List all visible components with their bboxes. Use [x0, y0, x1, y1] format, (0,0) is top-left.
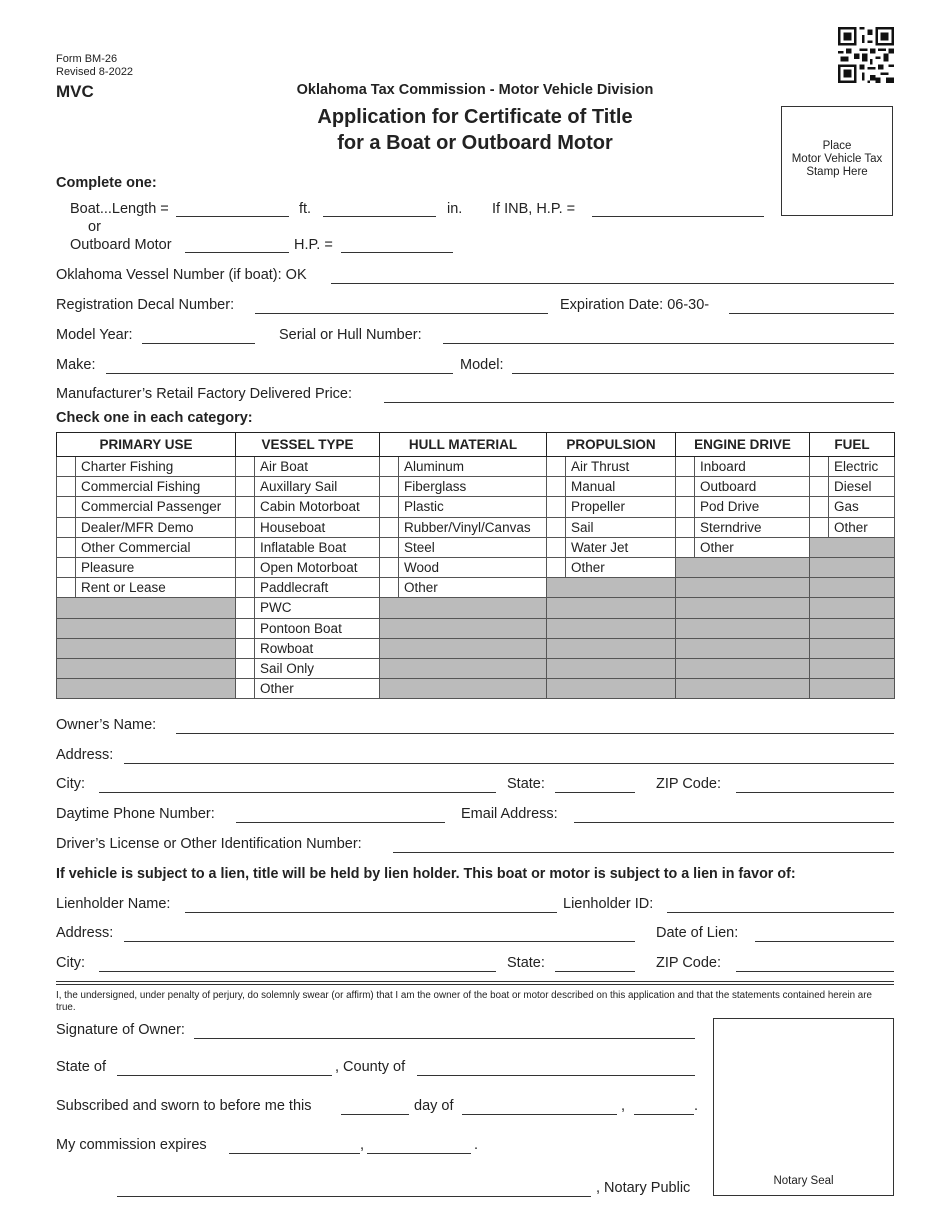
commission-date-field[interactable]	[229, 1153, 360, 1154]
decal-label: Registration Decal Number:	[56, 297, 235, 313]
option-label-propulsion: Air Thrust	[566, 457, 676, 477]
checkbox-vessel-type[interactable]	[236, 497, 255, 517]
shaded-cell	[57, 679, 236, 699]
checkbox-fuel[interactable]	[810, 497, 829, 517]
shaded-cell	[380, 598, 547, 618]
lienholder-name-field[interactable]	[185, 912, 557, 913]
shaded-cell	[810, 557, 895, 577]
in-label: in.	[447, 201, 463, 217]
lien-date-field[interactable]	[755, 941, 894, 942]
option-label-primary-use: Commercial Passenger	[76, 497, 236, 517]
sworn-year-field[interactable]	[634, 1114, 694, 1115]
owner-zip-field[interactable]	[736, 792, 894, 793]
option-label-engine-drive: Outboard	[695, 477, 810, 497]
complete-one-heading: Complete one:	[56, 175, 157, 191]
oath-statement: I, the undersigned, under penalty of perjury, do solemnly swear (or affirm) that I am the owner of the boat or motor described on this application and that the statements contained herein are true.	[56, 990, 872, 1013]
notary-seal-box	[713, 1018, 894, 1196]
vessel-number-label: Oklahoma Vessel Number (if boat): OK	[56, 267, 307, 283]
checkbox-hull-material[interactable]	[380, 497, 399, 517]
model-field[interactable]	[512, 373, 894, 374]
checkbox-propulsion[interactable]	[547, 477, 566, 497]
category-header-row	[57, 433, 895, 457]
lienholder-id-label: Lienholder ID:	[563, 896, 654, 912]
header-fuel: FUEL	[810, 433, 895, 457]
owner-zip-label: ZIP Code:	[656, 776, 722, 792]
page-subtitle: for a Boat or Outboard Motor	[337, 132, 613, 154]
email-field[interactable]	[574, 822, 894, 823]
shaded-cell	[810, 537, 895, 557]
checkbox-vessel-type[interactable]	[236, 638, 255, 658]
signature-field[interactable]	[194, 1038, 695, 1039]
checkbox-vessel-type[interactable]	[236, 658, 255, 678]
shaded-cell	[380, 658, 547, 678]
option-label-propulsion: Manual	[566, 477, 676, 497]
revised-date: Revised 8-2022	[56, 66, 134, 78]
shaded-cell	[547, 618, 676, 638]
model-year-field[interactable]	[142, 343, 255, 344]
header-primary-use: PRIMARY USE	[57, 433, 236, 457]
shaded-cell	[380, 618, 547, 638]
checkbox-hull-material[interactable]	[380, 517, 399, 537]
option-label-engine-drive: Other	[695, 537, 810, 557]
owner-city-label: City:	[56, 776, 85, 792]
table-row	[57, 537, 895, 557]
checkbox-fuel[interactable]	[810, 457, 829, 477]
table-row	[57, 638, 895, 658]
option-label-primary-use: Pleasure	[76, 557, 236, 577]
option-label-vessel-type: Open Motorboat	[255, 557, 380, 577]
divider-bottom	[56, 984, 894, 985]
owner-name-label: Owner’s Name:	[56, 717, 157, 733]
shaded-cell	[547, 578, 676, 598]
shaded-cell	[547, 638, 676, 658]
option-label-primary-use: Charter Fishing	[76, 457, 236, 477]
shaded-cell	[57, 658, 236, 678]
table-row	[57, 477, 895, 497]
table-row	[57, 658, 895, 678]
stamp-text-2: Motor Vehicle Tax	[791, 153, 883, 165]
outboard-motor-label: Outboard Motor	[70, 237, 172, 253]
table-row	[57, 557, 895, 577]
outboard-motor-field[interactable]	[185, 252, 289, 253]
make-label: Make:	[56, 357, 96, 373]
header-engine-drive: ENGINE DRIVE	[676, 433, 810, 457]
serial-label: Serial or Hull Number:	[279, 327, 422, 343]
option-label-fuel: Other	[829, 517, 895, 537]
option-label-engine-drive: Pod Drive	[695, 497, 810, 517]
expiration-label: Expiration Date: 06-30-	[560, 297, 710, 313]
table-row	[57, 517, 895, 537]
table-row	[57, 679, 895, 699]
checkbox-fuel[interactable]	[810, 477, 829, 497]
option-label-propulsion: Sail	[566, 517, 676, 537]
option-label-vessel-type: Sail Only	[255, 658, 380, 678]
notary-seal-label: Notary Seal	[773, 1175, 834, 1187]
option-label-vessel-type: Rowboat	[255, 638, 380, 658]
boat-length-ft-field[interactable]	[176, 216, 289, 217]
checkbox-primary-use[interactable]	[57, 578, 76, 598]
mvc-label: MVC	[56, 82, 94, 101]
checkbox-engine-drive[interactable]	[676, 477, 695, 497]
lien-address-field[interactable]	[124, 941, 635, 942]
checkbox-hull-material[interactable]	[380, 457, 399, 477]
stamp-text-3: Stamp Here	[806, 166, 868, 178]
lien-state-field[interactable]	[555, 971, 635, 972]
header-vessel-type: VESSEL TYPE	[236, 433, 380, 457]
check-one-heading: Check one in each category:	[56, 410, 253, 426]
tax-stamp-box	[781, 106, 893, 216]
shaded-cell	[676, 598, 810, 618]
owner-state-field[interactable]	[555, 792, 635, 793]
checkbox-engine-drive[interactable]	[676, 517, 695, 537]
owner-address-field[interactable]	[124, 763, 894, 764]
checkbox-vessel-type[interactable]	[236, 679, 255, 699]
lien-date-label: Date of Lien:	[656, 925, 739, 941]
option-label-propulsion: Other	[566, 557, 676, 577]
checkbox-propulsion[interactable]	[547, 537, 566, 557]
checkbox-primary-use[interactable]	[57, 477, 76, 497]
shaded-cell	[810, 598, 895, 618]
shaded-cell	[676, 557, 810, 577]
ft-label: ft.	[299, 201, 312, 217]
checkbox-fuel[interactable]	[810, 517, 829, 537]
option-label-propulsion: Propeller	[566, 497, 676, 517]
option-label-propulsion: Water Jet	[566, 537, 676, 557]
checkbox-vessel-type[interactable]	[236, 598, 255, 618]
shaded-cell	[810, 618, 895, 638]
outboard-hp-field[interactable]	[341, 252, 453, 253]
commission-label: My commission expires	[56, 1137, 207, 1153]
checkbox-hull-material[interactable]	[380, 477, 399, 497]
county-of-field[interactable]	[417, 1075, 695, 1076]
header-hull-material: HULL MATERIAL	[380, 433, 547, 457]
shaded-cell	[547, 598, 676, 618]
checkbox-primary-use[interactable]	[57, 537, 76, 557]
option-label-hull-material: Rubber/Vinyl/Canvas	[399, 517, 547, 537]
inb-hp-field[interactable]	[592, 216, 764, 217]
checkbox-hull-material[interactable]	[380, 557, 399, 577]
lien-city-field[interactable]	[99, 971, 496, 972]
model-year-label: Model Year:	[56, 327, 133, 343]
lien-zip-label: ZIP Code:	[656, 955, 722, 971]
qr-code-icon	[838, 27, 894, 83]
boat-length-label: Boat...Length =	[70, 201, 169, 217]
checkbox-engine-drive[interactable]	[676, 457, 695, 477]
shaded-cell	[810, 578, 895, 598]
county-of-label: , County of	[335, 1059, 406, 1075]
checkbox-propulsion[interactable]	[547, 517, 566, 537]
option-label-fuel: Diesel	[829, 477, 895, 497]
shaded-cell	[810, 658, 895, 678]
option-label-hull-material: Other	[399, 578, 547, 598]
option-label-hull-material: Steel	[399, 537, 547, 557]
checkbox-vessel-type[interactable]	[236, 537, 255, 557]
shaded-cell	[676, 658, 810, 678]
shaded-cell	[380, 679, 547, 699]
lien-zip-field[interactable]	[736, 971, 894, 972]
lien-city-label: City:	[56, 955, 85, 971]
checkbox-vessel-type[interactable]	[236, 578, 255, 598]
shaded-cell	[676, 679, 810, 699]
sworn-day-field[interactable]	[341, 1114, 409, 1115]
owner-address-label: Address:	[56, 747, 114, 763]
option-label-engine-drive: Inboard	[695, 457, 810, 477]
option-label-hull-material: Fiberglass	[399, 477, 547, 497]
checkbox-vessel-type[interactable]	[236, 517, 255, 537]
option-label-fuel: Gas	[829, 497, 895, 517]
lien-address-label: Address:	[56, 925, 114, 941]
checkbox-propulsion[interactable]	[547, 497, 566, 517]
shaded-cell	[810, 638, 895, 658]
option-label-vessel-type: PWC	[255, 598, 380, 618]
license-field[interactable]	[393, 852, 894, 853]
boat-length-in-field[interactable]	[323, 216, 436, 217]
shaded-cell	[676, 638, 810, 658]
checkbox-vessel-type[interactable]	[236, 618, 255, 638]
shaded-cell	[676, 578, 810, 598]
owner-name-field[interactable]	[176, 733, 894, 734]
divider-top	[56, 981, 894, 982]
checkbox-hull-material[interactable]	[380, 578, 399, 598]
inb-hp-label: If INB, H.P. =	[492, 201, 576, 217]
checkbox-engine-drive[interactable]	[676, 497, 695, 517]
state-of-label: State of	[56, 1059, 106, 1075]
option-label-primary-use: Other Commercial	[76, 537, 236, 557]
decal-field[interactable]	[255, 313, 548, 314]
sworn-period: .	[694, 1098, 699, 1114]
page-title: Application for Certificate of Title	[317, 106, 633, 128]
table-row	[57, 497, 895, 517]
table-row	[57, 598, 895, 618]
option-label-fuel: Electric	[829, 457, 895, 477]
agency-name: Oklahoma Tax Commission - Motor Vehicle Division	[296, 82, 654, 98]
checkbox-primary-use[interactable]	[57, 517, 76, 537]
category-table	[56, 432, 895, 699]
checkbox-vessel-type[interactable]	[236, 457, 255, 477]
checkbox-propulsion[interactable]	[547, 557, 566, 577]
owner-state-label: State:	[507, 776, 545, 792]
option-label-hull-material: Wood	[399, 557, 547, 577]
model-label: Model:	[460, 357, 504, 373]
table-row	[57, 578, 895, 598]
shaded-cell	[380, 638, 547, 658]
serial-field[interactable]	[443, 343, 894, 344]
state-of-field[interactable]	[117, 1075, 332, 1076]
option-label-vessel-type: Inflatable Boat	[255, 537, 380, 557]
lienholder-id-field[interactable]	[667, 912, 894, 913]
shaded-cell	[57, 618, 236, 638]
sworn-comma: ,	[621, 1098, 626, 1114]
shaded-cell	[547, 679, 676, 699]
option-label-vessel-type: Houseboat	[255, 517, 380, 537]
header-propulsion: PROPULSION	[547, 433, 676, 457]
shaded-cell	[57, 598, 236, 618]
option-label-primary-use: Dealer/MFR Demo	[76, 517, 236, 537]
phone-label: Daytime Phone Number:	[56, 806, 215, 822]
checkbox-vessel-type[interactable]	[236, 477, 255, 497]
shaded-cell	[547, 658, 676, 678]
checkbox-hull-material[interactable]	[380, 537, 399, 557]
option-label-hull-material: Plastic	[399, 497, 547, 517]
checkbox-primary-use[interactable]	[57, 557, 76, 577]
table-row	[57, 618, 895, 638]
checkbox-vessel-type[interactable]	[236, 557, 255, 577]
commission-year-field[interactable]	[367, 1153, 471, 1154]
checkbox-propulsion[interactable]	[547, 457, 566, 477]
lien-state-label: State:	[507, 955, 545, 971]
or-label: or	[88, 219, 101, 235]
checkbox-engine-drive[interactable]	[676, 537, 695, 557]
license-label: Driver’s License or Other Identification Number:	[56, 836, 362, 852]
checkbox-primary-use[interactable]	[57, 457, 76, 477]
day-of-label: day of	[414, 1098, 454, 1114]
checkbox-primary-use[interactable]	[57, 497, 76, 517]
option-label-engine-drive: Sterndrive	[695, 517, 810, 537]
vessel-number-field[interactable]	[331, 283, 894, 284]
hp-label: H.P. =	[294, 237, 333, 253]
shaded-cell	[57, 638, 236, 658]
commission-period: .	[474, 1137, 479, 1153]
table-row	[57, 457, 895, 477]
price-label: Manufacturer’s Retail Factory Delivered Price:	[56, 386, 353, 402]
option-label-hull-material: Aluminum	[399, 457, 547, 477]
owner-city-field[interactable]	[99, 792, 496, 793]
notary-public-label: , Notary Public	[596, 1180, 691, 1196]
option-label-vessel-type: Pontoon Boat	[255, 618, 380, 638]
notary-signature-field[interactable]	[117, 1196, 591, 1197]
shaded-cell	[810, 679, 895, 699]
lienholder-name-label: Lienholder Name:	[56, 896, 171, 912]
expiration-field[interactable]	[729, 313, 894, 314]
sworn-month-field[interactable]	[462, 1114, 617, 1115]
signature-label: Signature of Owner:	[56, 1022, 185, 1038]
form-number: Form BM-26	[56, 53, 118, 65]
email-label: Email Address:	[461, 806, 558, 822]
option-label-primary-use: Commercial Fishing	[76, 477, 236, 497]
option-label-vessel-type: Paddlecraft	[255, 578, 380, 598]
option-label-vessel-type: Auxillary Sail	[255, 477, 380, 497]
option-label-primary-use: Rent or Lease	[76, 578, 236, 598]
price-field[interactable]	[384, 402, 894, 403]
option-label-vessel-type: Air Boat	[255, 457, 380, 477]
option-label-vessel-type: Cabin Motorboat	[255, 497, 380, 517]
option-label-vessel-type: Other	[255, 679, 380, 699]
phone-field[interactable]	[236, 822, 445, 823]
lien-notice: If vehicle is subject to a lien, title will be held by lien holder. This boat or motor is subject to a lien in favor of:	[56, 866, 796, 882]
subscribed-label: Subscribed and sworn to before me this	[56, 1098, 312, 1114]
stamp-text-1: Place	[822, 140, 852, 152]
commission-comma: ,	[360, 1137, 365, 1153]
make-field[interactable]	[106, 373, 453, 374]
shaded-cell	[676, 618, 810, 638]
